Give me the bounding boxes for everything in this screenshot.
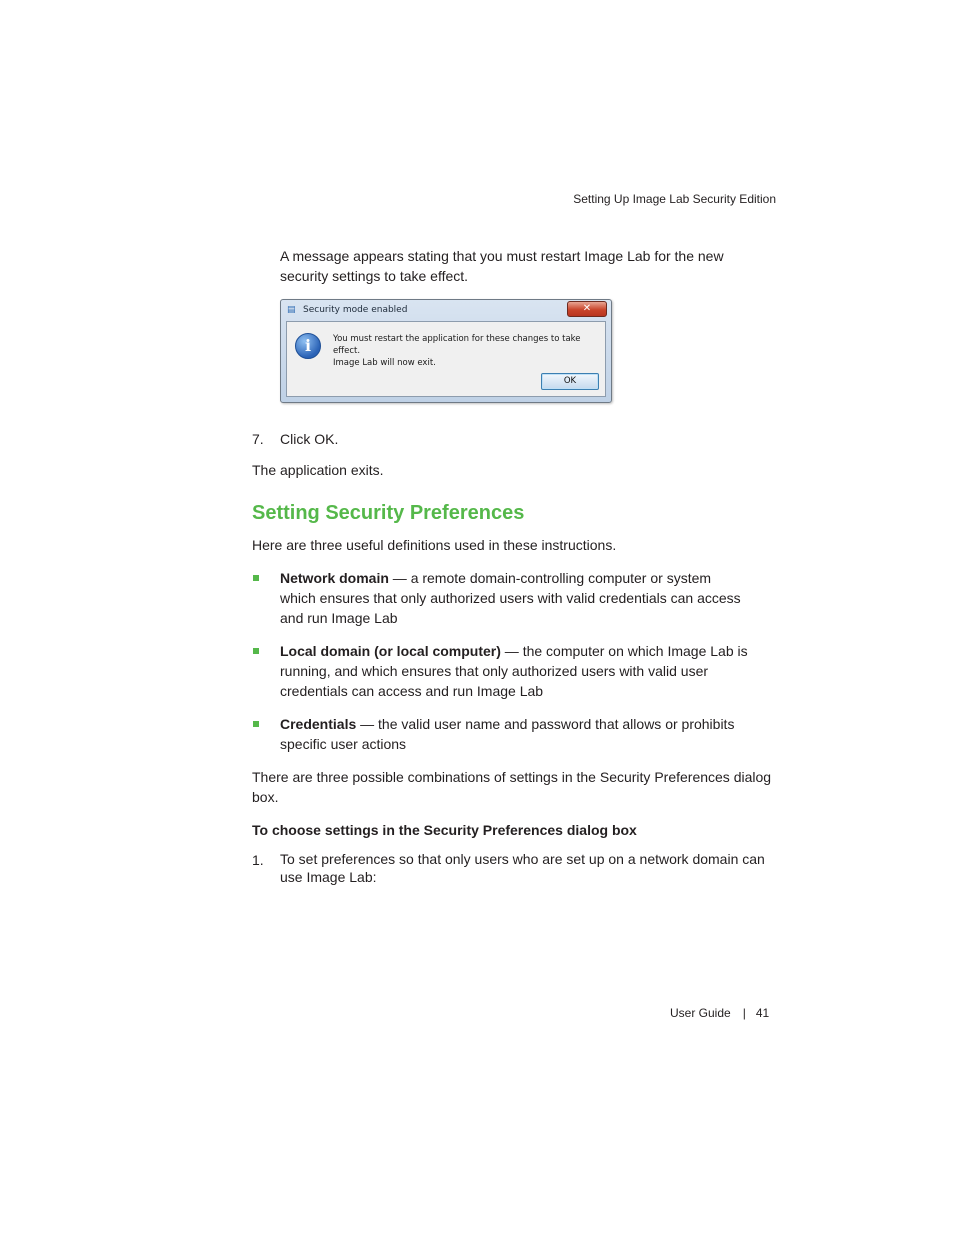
dash: — [500,643,523,659]
dialog-titlebar[interactable] [281,300,611,320]
definition-term: Credentials [280,716,357,732]
definition-line: specific user actions [280,736,407,752]
dialog-message-line-1: You must restart the application for these changes to take effect. [333,334,581,356]
page-footer [670,1005,769,1021]
definition-text: the valid user name and password that allows or prohibits [378,716,735,732]
footer-doc-title: User Guide [670,1006,731,1020]
section-lead: Here are three useful definitions used in these instructions. [252,537,617,553]
bullet-icon [253,648,259,654]
dash: — [356,716,379,732]
paragraph-line: There are three possible combinations of settings in the Security Preferences dialog [252,769,772,785]
definition-local-domain [280,641,760,701]
step-7-number: 7. [252,431,264,447]
dialog-title: Security mode enabled [303,305,408,315]
step-7-text: Click OK. [280,431,339,447]
running-header: Setting Up Image Lab Security Edition [573,192,776,206]
definition-text: the computer on which Image Lab is [522,643,748,659]
paragraph-line: box. [252,789,279,805]
procedure-heading: To choose settings in the Security Preferences dialog box [252,822,637,838]
definition-line: running, and which ensures that only authorized users with valid user [280,663,709,679]
definition-credentials [280,714,760,754]
definition-line [280,641,760,661]
dialog-message-line-2: Image Lab will now exit. [333,358,436,368]
definition-line: and run Image Lab [280,610,398,626]
bullet-icon [253,575,259,581]
ok-button[interactable]: OK [541,373,599,390]
page-number: 41 [755,1006,770,1020]
security-mode-dialog [280,299,612,403]
definition-line: credentials can access and run Image Lab [280,683,544,699]
dash: — [388,570,411,586]
footer-separator: | [742,1006,746,1020]
step-line: To set preferences so that only users who are set up on a network domain can [280,851,765,867]
dialog-message [333,333,605,369]
definition-network-domain [280,568,760,628]
definition-line [280,714,760,734]
section-heading: Setting Security Preferences [252,502,525,524]
dialog-body [286,321,606,397]
definition-line [280,568,760,588]
step-1-text [280,850,780,886]
close-icon: ✕ [582,303,592,314]
definition-text: a remote domain-controlling computer or system [410,570,712,586]
definition-line: which ensures that only authorized users with valid credentials can access [280,590,741,606]
definition-term: Network domain [280,570,389,586]
close-button[interactable] [567,301,607,317]
after-step-7: The application exits. [252,462,384,478]
step-line: use Image Lab: [280,869,377,885]
combinations-paragraph [252,767,792,807]
intro-paragraph: A message appears stating that you must restart Image Lab for the new security settings to take effect. [280,248,724,284]
bullet-icon [253,721,259,727]
info-icon: i [295,333,321,359]
step-1-number: 1. [252,852,264,868]
definition-term: Local domain (or local computer) [280,643,501,659]
app-icon: ▤ [287,305,296,315]
